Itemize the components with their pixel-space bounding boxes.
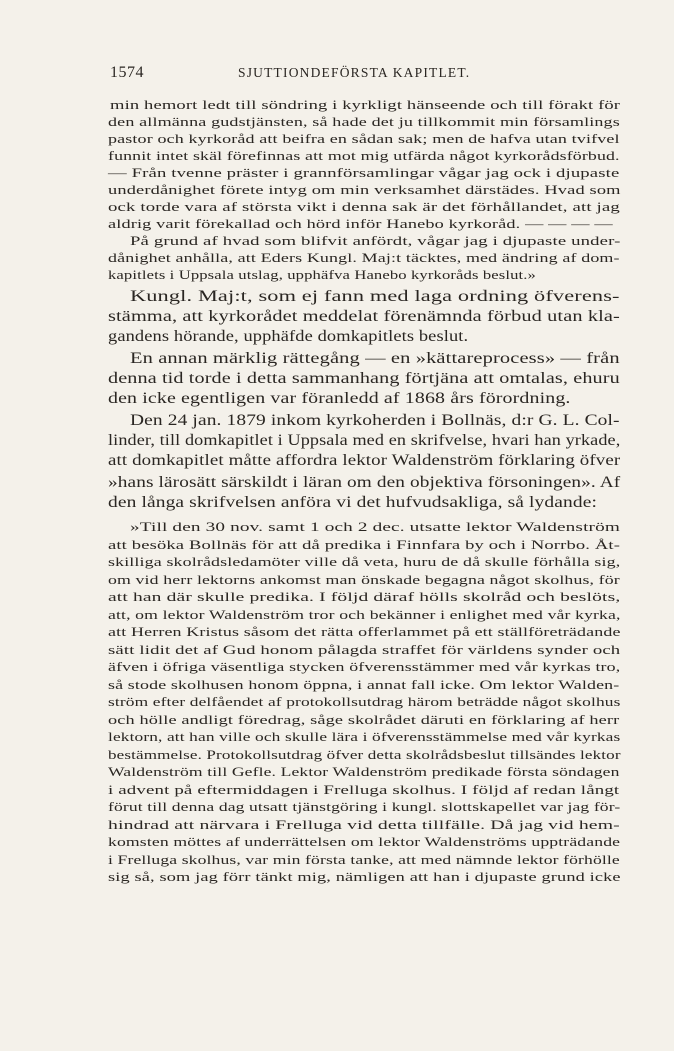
text-line: om vid herr lektorns ankomst man önskade begagna något skolhus, för bbox=[108, 573, 620, 587]
text-line: i advent på eftermiddagen i Frelluga skolhus. I följd af redan långt bbox=[108, 783, 620, 797]
text-line: sätt lidit det af Gud honom pålagda straffet för världens synder och bbox=[108, 643, 621, 657]
text-line: äfven i öfriga väsentliga stycken öfverensstämmer med vår kyrkas tro, bbox=[108, 660, 621, 674]
text-line: skilliga skolrådsledamöter ville då veta, huru de då skulle förhålla sig, bbox=[108, 555, 621, 569]
text-line: Kungl. Maj:t, som ej fann med laga ordning öfverens- bbox=[130, 288, 620, 305]
text-line: och hölle andligt föredrag, såge skolrådet däruti en förklaring af herr bbox=[108, 713, 620, 727]
text-line: En annan märklig rättegång — en »kättareprocess» — från bbox=[130, 350, 620, 367]
text-line: underdånighet förete intyg om min verksamhet därstädes. Hvad som bbox=[108, 183, 621, 197]
text-line: linder, till domkapitlet i Uppsala med en skrifvelse, hvari han yrkade, bbox=[108, 432, 621, 449]
text-line: dånighet anhålla, att Eders Kungl. Maj:t täcktes, med ändring af dom- bbox=[108, 251, 620, 265]
text-line: »hans lärosätt särskildt i läran om den objektiva försoningen». Af bbox=[108, 474, 621, 491]
text-line: den långa skrifvelsen anföra vi det hufvudsakliga, så lydande: bbox=[108, 494, 597, 511]
text-line: Waldenström till Gefle. Lektor Waldenström predikade första söndagen bbox=[108, 765, 620, 779]
page-number: 1574 bbox=[110, 64, 144, 81]
text-line: så stode skolhusen honom öppna, i annat fall icke. Om lektor Walden- bbox=[108, 678, 620, 692]
text-line: ström efter delfåendet af protokollsutdrag härom beträdde något skolhus bbox=[108, 695, 621, 709]
text-line: pastor och kyrkoråd att beifra en sådan sak; men de hafva utan tvifvel bbox=[108, 132, 620, 146]
text-line: att domkapitlet måtte affordra lektor Waldenström förklaring öfver bbox=[108, 452, 621, 469]
text-line: lektorn, att han ville och skulle lära i öfverensstämmelse med vår kyrkas bbox=[108, 730, 621, 744]
text-line: att, om lektor Waldenström tror och bekänner i enlighet med vår kyrka, bbox=[108, 608, 621, 622]
text-line: denna tid torde i detta sammanhang förtjäna att omtalas, ehuru bbox=[108, 370, 620, 387]
text-line: sig så, som jag förr tänkt mig, nämligen att han i djupaste grund icke bbox=[108, 870, 621, 884]
text-line: att han där skulle predika. I följd däraf hölls skolråd och beslöts, bbox=[108, 590, 621, 604]
text-line: — Från tvenne präster i grannförsamlingar vågar jag ock i djupaste bbox=[108, 166, 620, 180]
text-line: min hemort ledt till söndring i kyrkligt hänseende och till förakt för bbox=[110, 98, 621, 112]
text-line: kapitlets i Uppsala utslag, upphäfva Hanebo kyrkoråds beslut.» bbox=[108, 268, 536, 282]
text-line: På grund af hvad som blifvit anfördt, vågar jag i djupaste under- bbox=[130, 234, 621, 248]
text-line: förut till denna dag utsatt tjänstgöring i kungl. slottskapellet var jag för- bbox=[108, 800, 621, 814]
text-line: komsten möttes af underrättelsen om lektor Waldenströms uppträdande bbox=[108, 835, 621, 849]
text-line: stämma, att kyrkorådet meddelat förenämnda förbud utan kla- bbox=[108, 308, 620, 325]
text-line: gandens hörande, upphäfde domkapitlets beslut. bbox=[108, 328, 469, 345]
running-title: SJUTTIONDEFÖRSTA KAPITLET. bbox=[238, 65, 471, 80]
text-line: hindrad att närvara i Frelluga vid detta tillfälle. Då jag vid hem- bbox=[108, 818, 620, 832]
text-line: att Herren Kristus såsom det rätta offerlammet på ett ställföreträdande bbox=[108, 625, 621, 639]
text-line: ock torde vara af största vikt i denna sak är det förhållandet, att jag bbox=[108, 200, 620, 214]
text-line: i Frelluga skolhus, var min första tanke, att med nämnde lektor förhölle bbox=[108, 853, 620, 867]
text-line: den allmänna gudstjänsten, så hade det ju tillkommit min församlings bbox=[108, 115, 620, 129]
text-line: Den 24 jan. 1879 inkom kyrkoherden i Bollnäs, d:r G. L. Col- bbox=[130, 412, 620, 429]
text-line: att besöka Bollnäs för att då predika i Finnfara by och i Norrbo. Åt- bbox=[108, 538, 621, 552]
text-line: bestämmelse. Protokollsutdrag öfver detta skolrådsbeslut tillsändes lektor bbox=[108, 748, 621, 762]
text-line: aldrig varit förekallad och hörd inför Hanebo kyrkoråd. — — — — bbox=[108, 217, 613, 231]
text-line: funnit intet skäl förefinnas att mot mig utfärda något kyrkorådsförbud. bbox=[108, 149, 620, 163]
text-line: den icke egentligen var föranledd af 1868 års förordning. bbox=[108, 390, 571, 407]
text-line: »Till den 30 nov. samt 1 och 2 dec. utsatte lektor Waldenström bbox=[130, 520, 620, 534]
